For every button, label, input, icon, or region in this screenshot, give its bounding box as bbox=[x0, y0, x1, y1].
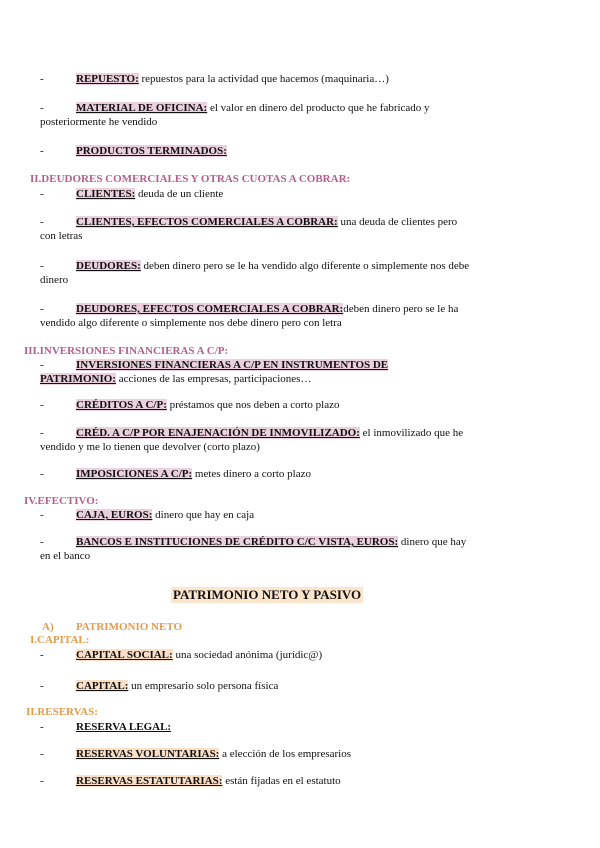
term: INVERSIONES FINANCIERAS A C/P EN INSTRUMENTOS DE bbox=[76, 359, 389, 371]
term: DEUDORES, EFECTOS COMERCIALES A COBRAR: bbox=[76, 303, 344, 315]
list-item bbox=[40, 648, 322, 662]
list-item bbox=[40, 72, 389, 86]
term: PRODUCTOS TERMINADOS: bbox=[76, 145, 227, 157]
section-heading: IV.EFECTIVO: bbox=[24, 495, 99, 507]
definition-continued: vendido y me lo tienen que devolver (corto plazo) bbox=[40, 441, 260, 453]
term: PATRIMONIO: bbox=[40, 373, 116, 385]
definition-continued: dinero bbox=[40, 274, 69, 286]
bullet-dash: - bbox=[40, 216, 44, 228]
section-heading: II.DEUDORES COMERCIALES Y OTRAS CUOTAS A COBRAR: bbox=[30, 173, 351, 185]
bullet-dash: - bbox=[40, 102, 44, 114]
term: CAPITAL SOCIAL: bbox=[76, 649, 173, 661]
term: MATERIAL DE OFICINA: bbox=[76, 102, 208, 114]
definition: deben dinero pero se le ha vendido algo diferente o simplemente nos debe bbox=[140, 260, 470, 272]
bullet-dash: - bbox=[40, 775, 44, 787]
term: RESERVAS VOLUNTARIAS: bbox=[76, 748, 220, 760]
definition: dinero que hay en caja bbox=[152, 509, 255, 521]
list-item bbox=[40, 747, 351, 761]
bullet-dash: - bbox=[40, 721, 44, 733]
term: DEUDORES: bbox=[76, 260, 141, 272]
list-item bbox=[40, 101, 430, 115]
definition: deuda de un cliente bbox=[135, 188, 224, 200]
definition: un empresario solo persona física bbox=[128, 680, 279, 692]
list-item bbox=[40, 774, 341, 788]
definition-continued: con letras bbox=[40, 230, 83, 242]
list-item bbox=[40, 215, 457, 229]
definition: están fijadas en el estatuto bbox=[222, 775, 341, 787]
bullet-dash: - bbox=[40, 303, 44, 315]
term: BANCOS E INSTITUCIONES DE CRÉDITO C/C VISTA, EUROS: bbox=[76, 536, 399, 548]
bullet-dash: - bbox=[40, 680, 44, 692]
term: CAJA, EUROS: bbox=[76, 509, 153, 521]
list-item bbox=[40, 302, 458, 316]
definition: una deuda de clientes pero bbox=[337, 216, 458, 228]
list-item bbox=[40, 426, 463, 440]
bullet-dash: - bbox=[40, 188, 44, 200]
definition: el valor en dinero del producto que he fabricado y bbox=[207, 102, 430, 114]
bullet-dash: - bbox=[40, 649, 44, 661]
section-heading: I.CAPITAL: bbox=[30, 634, 90, 646]
definition: dinero que hay bbox=[398, 536, 467, 548]
subheading-letter: A) bbox=[42, 621, 54, 633]
bullet-dash: - bbox=[40, 427, 44, 439]
definition: metes dinero a corto plazo bbox=[192, 468, 311, 480]
definition-continued: posteriormente he vendido bbox=[40, 116, 158, 128]
term: RESERVA LEGAL: bbox=[76, 721, 172, 733]
subheading: PATRIMONIO NETO bbox=[76, 621, 183, 633]
bullet-dash: - bbox=[40, 145, 44, 157]
term: CLIENTES, EFECTOS COMERCIALES A COBRAR: bbox=[76, 216, 338, 228]
definition: una sociedad anónima (jurídic@) bbox=[172, 649, 323, 661]
bullet-dash: - bbox=[40, 748, 44, 760]
bullet-dash: - bbox=[40, 509, 44, 521]
definition: deben dinero pero se le ha bbox=[343, 303, 459, 315]
bullet-dash: - bbox=[40, 260, 44, 272]
list-item bbox=[40, 535, 466, 549]
definition: el inmovilizado que he bbox=[359, 427, 464, 439]
list-item-continued bbox=[40, 372, 311, 386]
definition-continued: vendido algo diferente o simplemente nos debe dinero pero con letra bbox=[40, 317, 342, 329]
bullet-dash: - bbox=[40, 399, 44, 411]
list-item bbox=[40, 398, 339, 412]
definition: préstamos que nos deben a corto plazo bbox=[166, 399, 340, 411]
page-title: PATRIMONIO NETO Y PASIVO bbox=[173, 587, 362, 602]
list-item bbox=[40, 259, 469, 273]
term: CLIENTES: bbox=[76, 188, 136, 200]
bullet-dash: - bbox=[40, 359, 44, 371]
term: RESERVAS ESTATUTARIAS: bbox=[76, 775, 223, 787]
term: CRÉD. A C/P POR ENAJENACIÓN DE INMOVILIZADO: bbox=[76, 427, 360, 439]
term: IMPOSICIONES A C/P: bbox=[76, 468, 193, 480]
definition-continued: en el banco bbox=[40, 550, 91, 562]
bullet-dash: - bbox=[40, 536, 44, 548]
bullet-dash: - bbox=[40, 73, 44, 85]
definition: acciones de las empresas, participaciones… bbox=[115, 373, 312, 385]
list-item bbox=[40, 467, 311, 481]
bullet-dash: - bbox=[40, 468, 44, 480]
definition: a elección de los empresarios bbox=[219, 748, 351, 760]
list-item bbox=[40, 144, 227, 158]
list-item bbox=[40, 679, 278, 693]
list-item bbox=[40, 508, 254, 522]
list-item bbox=[40, 720, 171, 734]
term: REPUESTO: bbox=[76, 73, 139, 85]
list-item bbox=[40, 358, 388, 372]
term: CAPITAL: bbox=[76, 680, 129, 692]
definition: repuestos para la actividad que hacemos (maquinaria…) bbox=[138, 73, 389, 85]
term: CRÉDITOS A C/P: bbox=[76, 399, 167, 411]
section-heading: III.INVERSIONES FINANCIERAS A C/P: bbox=[24, 345, 229, 357]
list-item bbox=[40, 187, 223, 201]
section-heading: II.RESERVAS: bbox=[26, 706, 98, 718]
